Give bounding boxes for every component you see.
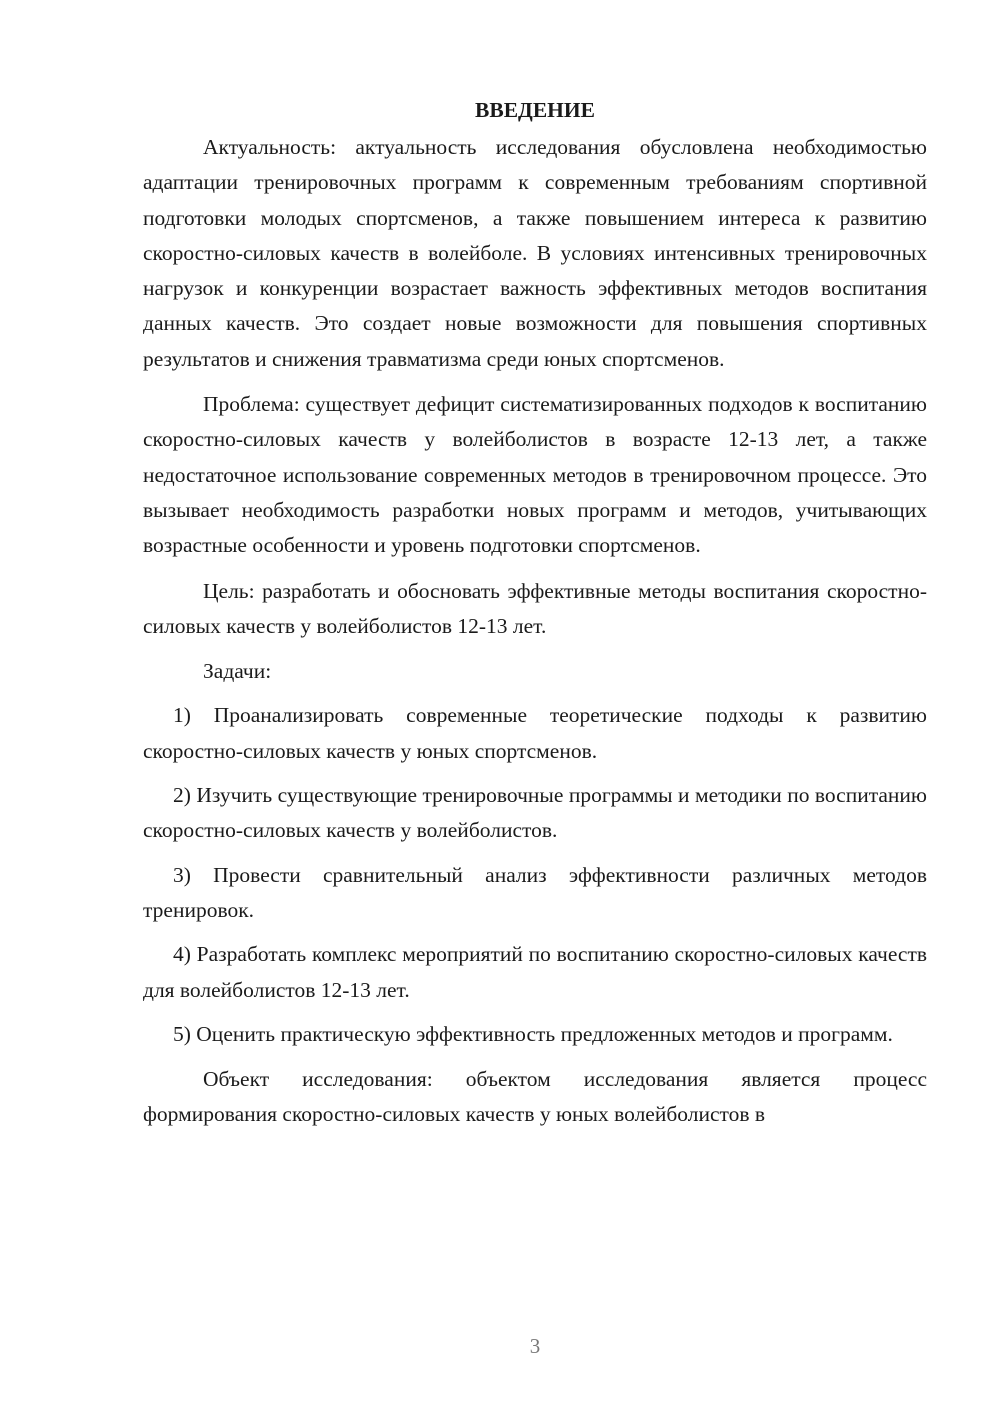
task-item-1: 1) Проанализировать современные теоретические подходы к развитию скоростно-силовых качеств у юных спортсменов. xyxy=(143,703,927,763)
object-paragraph: Объект исследования: объектом исследования является процесс формирования скоростно-силовых качеств у юных волейболистов в xyxy=(143,1067,927,1127)
task-item-5: 5) Оценить практическую эффективность предложенных методов и программ. xyxy=(173,1021,893,1046)
page-content xyxy=(143,92,927,1133)
page-number: 3 xyxy=(529,1334,541,1358)
tasks-label: Задачи: xyxy=(203,659,272,684)
task-item-3: 3) Провести сравнительный анализ эффективности различных методов тренировок. xyxy=(143,862,927,922)
task-item-4: 4) Разработать комплекс мероприятий по воспитанию скоростно-силовых качеств для волейболистов 12-13 лет. xyxy=(143,942,927,1002)
task-item-2: 2) Изучить существующие тренировочные программы и методики по воспитанию скоростно-силовых качеств у волейболистов. xyxy=(143,783,927,843)
relevance-paragraph: Актуальность: актуальность исследования обусловлена необходимостью адаптации тренировочных программ к современным требованиям спортивной подготовки молодых спортсменов, а также повышением интереса к развитию скоростно-силовых качеств в волейболе. В условиях интенсивных тренировочных нагрузок и конкуренции возрастает важность эффективных методов воспитания данных качеств. Это создает новые возможности для повышения спортивных результатов и снижения травматизма среди юных спортсменов. xyxy=(143,135,927,371)
problem-paragraph: Проблема: существует дефицит систематизированных подходов к воспитанию скоростно-силовых качеств у волейболистов в возрасте 12-13 лет, а также недостаточное использование современных методов в тренировочном процессе. Это вызывает необходимость разработки новых программ и методов, учитывающих возрастные особенности и уровень подготовки спортсменов. xyxy=(143,392,927,558)
section-heading: ВВЕДЕНИЕ xyxy=(475,98,595,122)
goal-paragraph: Цель: разработать и обосновать эффективные методы воспитания скоростно-силовых качеств у волейболистов 12-13 лет. xyxy=(143,578,927,638)
